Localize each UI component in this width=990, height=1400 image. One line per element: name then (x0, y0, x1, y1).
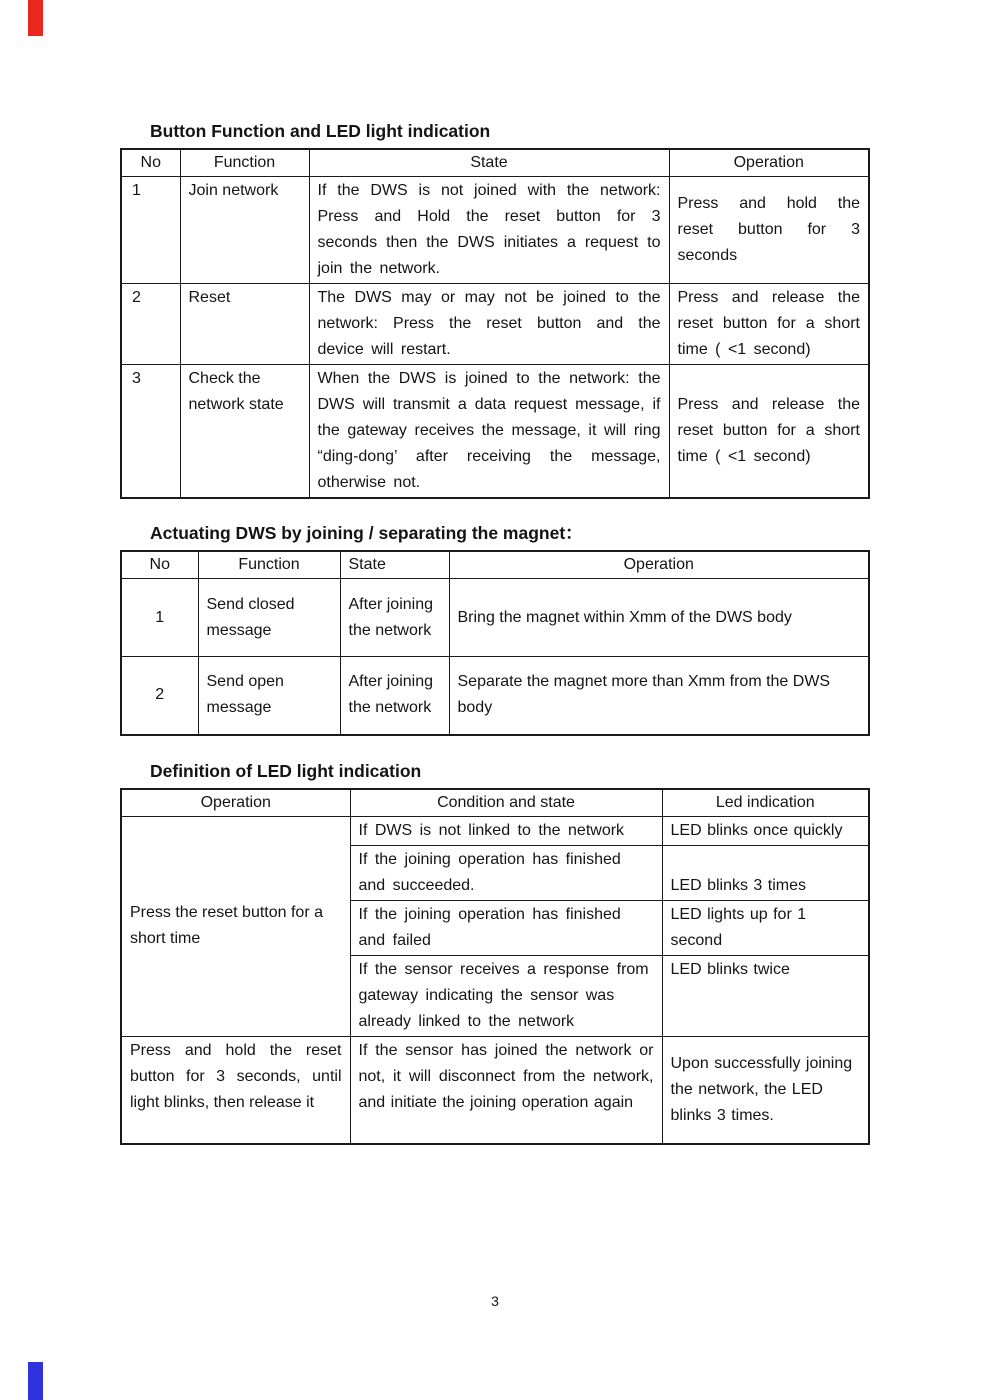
page-number: 3 (491, 1293, 499, 1309)
page-content (120, 121, 868, 1145)
cell-state: After joining the network (340, 579, 449, 657)
table-row (121, 816, 869, 845)
section-magnet-actuation (120, 523, 868, 736)
table-header-row (121, 789, 869, 817)
cell-state: If the DWS is not joined with the network: Press and Hold the reset button for 3 seconds then the DWS initiates a request to join the network. (309, 177, 669, 284)
section-title-magnet-actuation: Actuating DWS by joining / separating the magnet： (150, 523, 583, 543)
cell-operation: Separate the magnet more than Xmm from the DWS body (449, 657, 869, 735)
cell-state: After joining the network (340, 657, 449, 735)
red-edge-mark (28, 0, 43, 36)
table-row (121, 177, 869, 284)
table-row (121, 657, 869, 735)
cell-state: When the DWS is joined to the network: the DWS will transmit a data request message, if the gateway receives the message, it will ring “ding-dong’ after receiving the message, otherwise not. (309, 365, 669, 499)
cell-condition: If the sensor receives a response from gateway indicating the sensor was already linked to the network (350, 955, 662, 1036)
magnet-actuation-table (120, 550, 870, 736)
cell-no: 2 (121, 284, 180, 365)
cell-no: 2 (121, 657, 198, 735)
cell-no: 1 (121, 177, 180, 284)
table-header-row (121, 149, 869, 177)
table-row (121, 1036, 869, 1144)
section-button-function (120, 121, 868, 499)
cell-function: Join network (180, 177, 309, 284)
section-title-button-function: Button Function and LED light indication (150, 121, 491, 141)
cell-no: 3 (121, 365, 180, 499)
column-header-function: Function (180, 149, 309, 177)
section-led-indication (120, 761, 868, 1146)
cell-operation: Bring the magnet within Xmm of the DWS body (449, 579, 869, 657)
table-header-row (121, 551, 869, 579)
button-function-table (120, 148, 870, 499)
cell-condition: If the sensor has joined the network or not, it will disconnect from the network, and initiate the joining operation again (350, 1036, 662, 1144)
cell-operation: Press and hold the reset button for 3 seconds, until light blinks, then release it (121, 1036, 350, 1144)
column-header-state: State (309, 149, 669, 177)
cell-operation-group: Press the reset button for a short time (121, 816, 350, 1036)
cell-led: Upon successfully joining the network, the LED blinks 3 times. (662, 1036, 869, 1144)
column-header-function: Function (198, 551, 340, 579)
cell-operation: Press and release the reset button for a short time ( <1 second) (669, 365, 869, 499)
column-header-operation: Operation (121, 789, 350, 817)
column-header-state: State (340, 551, 449, 579)
cell-state: The DWS may or may not be joined to the network: Press the reset button and the device will restart. (309, 284, 669, 365)
column-header-condition: Condition and state (350, 789, 662, 817)
column-header-no: No (121, 551, 198, 579)
cell-led: LED blinks 3 times (662, 845, 869, 900)
cell-led: LED lights up for 1 second (662, 900, 869, 955)
blue-edge-mark (28, 1362, 43, 1400)
cell-function: Send closed message (198, 579, 340, 657)
column-header-operation: Operation (669, 149, 869, 177)
cell-operation: Press and release the reset button for a short time ( <1 second) (669, 284, 869, 365)
column-header-operation: Operation (449, 551, 869, 579)
cell-operation: Press and hold the reset button for 3 seconds (669, 177, 869, 284)
table-row (121, 579, 869, 657)
column-header-no: No (121, 149, 180, 177)
cell-condition: If DWS is not linked to the network (350, 816, 662, 845)
cell-function: Reset (180, 284, 309, 365)
section-title-led-indication: Definition of LED light indication (150, 760, 422, 781)
cell-condition: If the joining operation has finished and failed (350, 900, 662, 955)
cell-condition: If the joining operation has finished and succeeded. (350, 845, 662, 900)
table-row (121, 284, 869, 365)
cell-led: LED blinks once quickly (662, 816, 869, 845)
table-row (121, 365, 869, 499)
cell-no: 1 (121, 579, 198, 657)
cell-led: LED blinks twice (662, 955, 869, 1036)
cell-function: Check the network state (180, 365, 309, 499)
led-indication-table (120, 788, 870, 1146)
cell-function: Send open message (198, 657, 340, 735)
column-header-led: Led indication (662, 789, 869, 817)
